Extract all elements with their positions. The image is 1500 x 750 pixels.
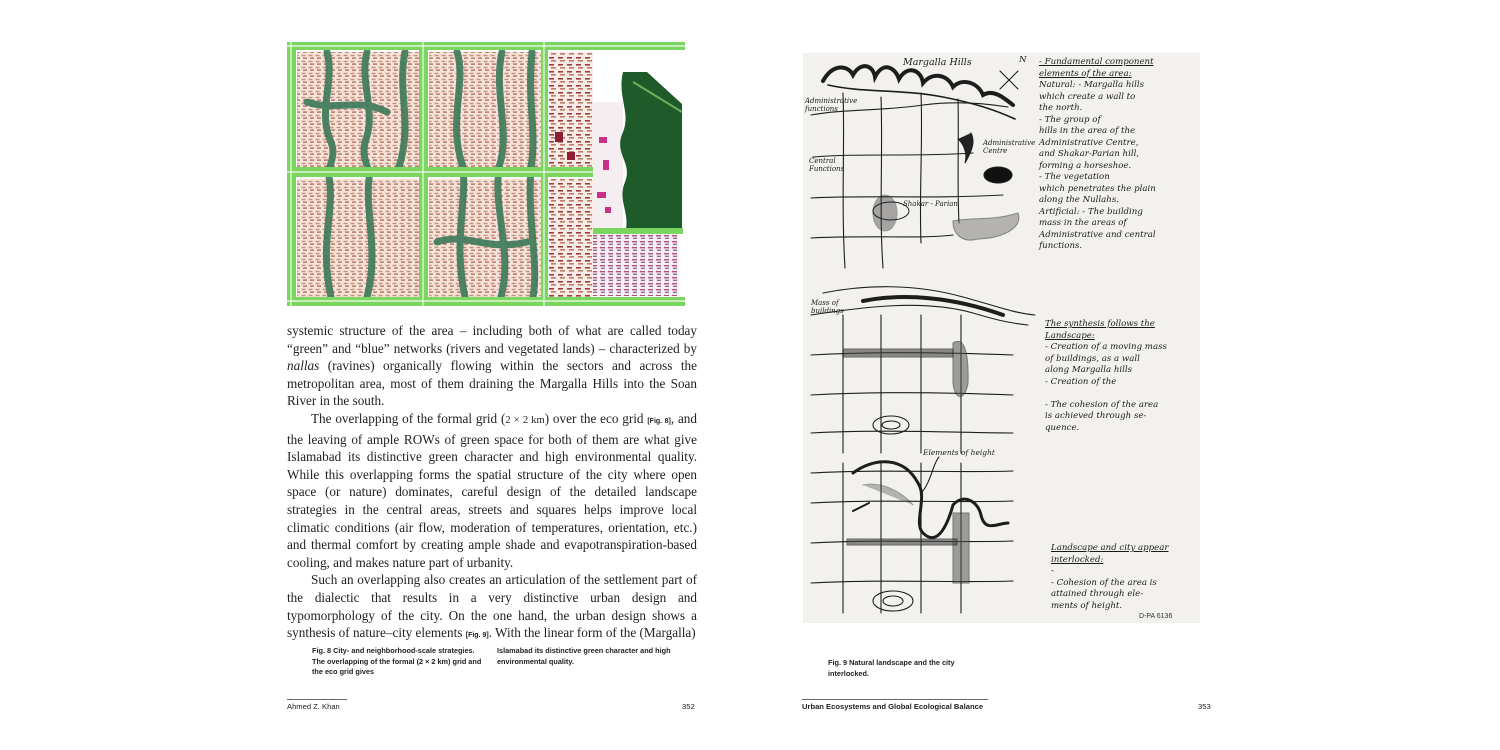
label-margalla-hills: Margalla Hills <box>903 57 972 68</box>
paragraph-2: The overlapping of the formal grid (2 × 2 km) over the eco grid [Fig. 8], and the leaving of ample ROWs of green space for both of them are what give Islamabad its distinctive green character and high environmental quality. While this overlapping forms the spatial structure of the city where open space (or nature) dominates, careful design of the detailed landscape strategies in the central areas, streets and squares helps improve local climatic conditions (air flow, moderation of temperatures, orientation, etc.) and thermal comfort by creating ample shade and evapotranspiration-based cooling, and makes nature part of urbanity. <box>287 410 697 570</box>
fig8-caption-part2: Islamabad its distinctive green character and high environmental quality. <box>497 646 671 666</box>
fig9-reference[interactable]: [Fig. 9] <box>465 632 489 640</box>
label-administrative-centre: Administrative Centre <box>983 139 1036 155</box>
page-number-left: 352 <box>682 702 695 711</box>
paragraph-3: Such an overlapping also creates an articulation of the settlement part of the dialectic that results in a very distinctive urban design and typomorphology of the city. On the one hand, the urban design shows a synthesis of nature–city elements [Fig. 9]. With the linear form of the (Margalla) <box>287 572 697 641</box>
label-central-functions: Central Functions <box>809 157 845 173</box>
fig9-sketch-image <box>803 53 1200 623</box>
page-number-right: 353 <box>1198 702 1211 711</box>
body-text <box>287 322 697 645</box>
label-shakar-parian: Shakar - Parian <box>903 200 958 208</box>
label-elements-of-height: Elements of height <box>923 448 995 457</box>
fig9-caption: Fig. 9 Natural landscape and the city interlocked. <box>828 658 955 678</box>
nallas-term: nallas <box>287 358 320 374</box>
note-interlocked: Landscape and city appear interlocked: - - Cohesion of the area is attained through ele- ments of height. <box>1051 543 1169 611</box>
note-synthesis: The synthesis follows the Landscape: - Creation of a moving mass of buildings, as a wall along Margalla hills - Creation of the - The cohesion of the area is achieved through se- quence. <box>1045 319 1167 433</box>
fig8-caption-part1: Fig. 8 City- and neighborhood-scale strategies. The overlapping of the formal (2 × 2 km) grid and the eco grid gives <box>312 646 482 677</box>
fig8-reference[interactable]: [Fig. 8] <box>647 417 671 425</box>
label-administrative-functions: Administrative functions <box>805 97 858 113</box>
footer-rule-left <box>287 699 347 700</box>
archive-stamp: D-PA 6136 <box>1139 613 1173 620</box>
footer-rule-right <box>802 699 988 700</box>
note-fundamental-elements: - Fundamental component elements of the area: Natural: - Margalla hills which create a wall to the north. - The group of hills in the area of the Administrative Centre, and Shakar-Parian hill, forming a horseshoe. - The vegetation which penetrates the plain along the Nullahs. Artificial: - The building mass in the areas of Administrative and central functions. <box>1039 57 1156 251</box>
north-arrow-label: N <box>1019 55 1027 65</box>
fig8-grid-plan-image <box>287 42 685 306</box>
paragraph-1: systemic structure of the area – including both of what are called today “green” and “blue” networks (rivers and vegetated lands) – characterized by nallas (ravines) organically flowing within the sectors and across the metropolitan area, most of them draining the Margalla Hills into the Soan River in the south. <box>287 323 697 409</box>
footer-book-title: Urban Ecosystems and Global Ecological Balance <box>802 702 984 711</box>
label-mass-of-buildings: Mass of buildings <box>811 299 844 315</box>
footer-author: Ahmed Z. Khan <box>287 702 340 711</box>
